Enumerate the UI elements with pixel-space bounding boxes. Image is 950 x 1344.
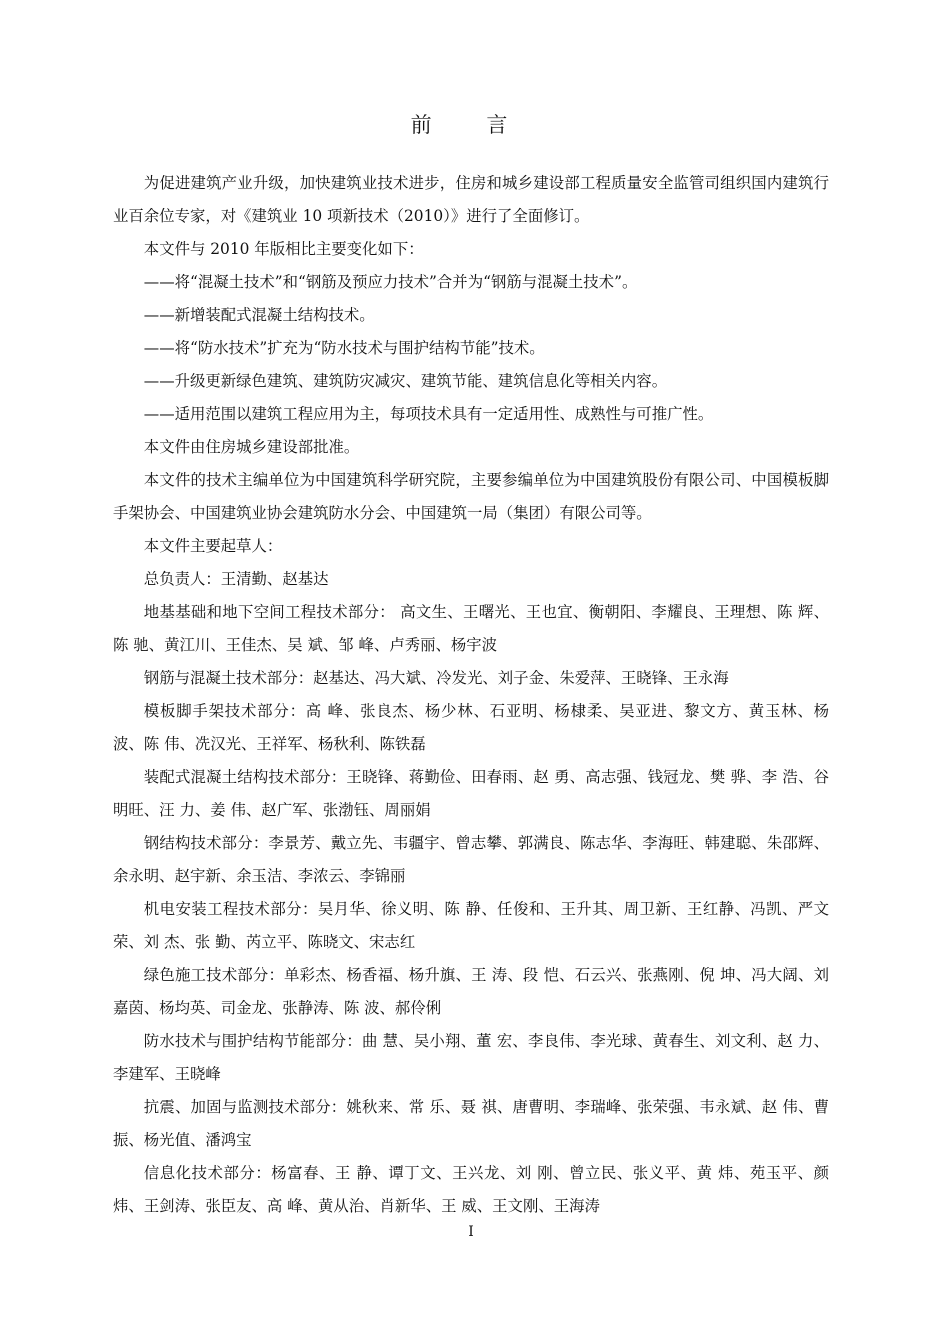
paragraph: 钢筋与混凝土技术部分：赵基达、冯大斌、冷发光、刘子金、朱爱萍、王晓锋、王永海 <box>143 669 729 687</box>
paragraph: ——将“防水技术”扩充为“防水技术与围护结构节能”技术。 <box>143 339 545 357</box>
paragraph: 防水技术与围护结构节能部分：曲 慧、吴小翔、董 宏、李良伟、李光球、黄春生、刘文利、赵 力、李建军、王晓峰 <box>113 1032 829 1083</box>
paragraph: 钢结构技术部分：李景芳、戴立先、韦疆宇、曾志攀、郭满良、陈志华、李海旺、韩建聪、朱邵辉、余永明、赵宇新、余玉洁、李浓云、李锦丽 <box>113 834 829 885</box>
paragraph: ——新增装配式混凝土结构技术。 <box>143 306 375 324</box>
paragraph: 信息化技术部分：杨富春、王 静、谭丁文、王兴龙、刘 刚、曾立民、张义平、黄 炜、苑玉平、颜 炜、王剑涛、张臣友、高 峰、黄从治、肖新华、王 威、王文刚、王海涛 <box>113 1164 829 1215</box>
paragraph: ——适用范围以建筑工程应用为主，每项技术具有一定适用性、成熟性与可推广性。 <box>143 405 714 423</box>
paragraph: 模板脚手架技术部分：高 峰、张良杰、杨少林、石亚明、杨棣柔、吴亚进、黎文方、黄玉林、杨 波、陈 伟、冼汉光、王祥军、杨秋利、陈铁磊 <box>113 702 829 753</box>
paragraph: 总负责人：王清勤、赵基达 <box>143 570 329 588</box>
paragraph: 本文件主要起草人： <box>143 537 283 555</box>
paragraph: ——升级更新绿色建筑、建筑防灾减灾、建筑节能、建筑信息化等相关内容。 <box>143 372 668 390</box>
page-title: 前 言 <box>410 113 532 137</box>
paragraph: 装配式混凝土结构技术部分：王晓锋、蒋勤俭、田春雨、赵 勇、高志强、钱冠龙、樊 骅、李 浩、谷明旺、汪 力、姜 伟、赵广军、张渤钰、周丽娟 <box>113 768 829 819</box>
document-body <box>113 167 829 1223</box>
page-number: I <box>468 1224 474 1240</box>
paragraph: 为促进建筑产业升级，加快建筑业技术进步，住房和城乡建设部工程质量安全监管司组织国内建筑行业百余位专家，对《建筑业 10 项新技术（2010）》进行了全面修订。 <box>113 174 829 225</box>
paragraph: 机电安装工程技术部分：吴月华、徐义明、陈 静、任俊和、王升其、周卫新、王红静、冯凯、严文荣、刘 杰、张 勤、芮立平、陈晓文、宋志红 <box>113 900 829 951</box>
paragraph: 本文件由住房城乡建设部批准。 <box>143 438 360 456</box>
paragraph: 地基基础和地下空间工程技术部分： 高文生、王曙光、王也宜、衡朝阳、李耀良、王理想、陈 辉、陈 驰、黄江川、王佳杰、吴 斌、邹 峰、卢秀丽、杨宇波 <box>113 603 829 654</box>
paragraph: 抗震、加固与监测技术部分：姚秋来、常 乐、聂 祺、唐曹明、李瑞峰、张荣强、韦永斌、赵 伟、曹 振、杨光值、潘鸿宝 <box>113 1098 829 1149</box>
paragraph: ——将“混凝土技术”和“钢筋及预应力技术”合并为“钢筋与混凝土技术”。 <box>143 273 638 291</box>
document-page <box>113 0 829 1344</box>
paragraph: 本文件与 2010 年版相比主要变化如下： <box>143 240 424 258</box>
paragraph: 本文件的技术主编单位为中国建筑科学研究院，主要参编单位为中国建筑股份有限公司、中国模板脚手架协会、中国建筑业协会建筑防水分会、中国建筑一局（集团）有限公司等。 <box>113 471 829 522</box>
paragraph: 绿色施工技术部分：单彩杰、杨香福、杨升旗、王 涛、段 恺、石云兴、张燕刚、倪 坤、冯大阔、刘嘉茵、杨均英、司金龙、张静涛、陈 波、郝伶俐 <box>113 966 829 1017</box>
